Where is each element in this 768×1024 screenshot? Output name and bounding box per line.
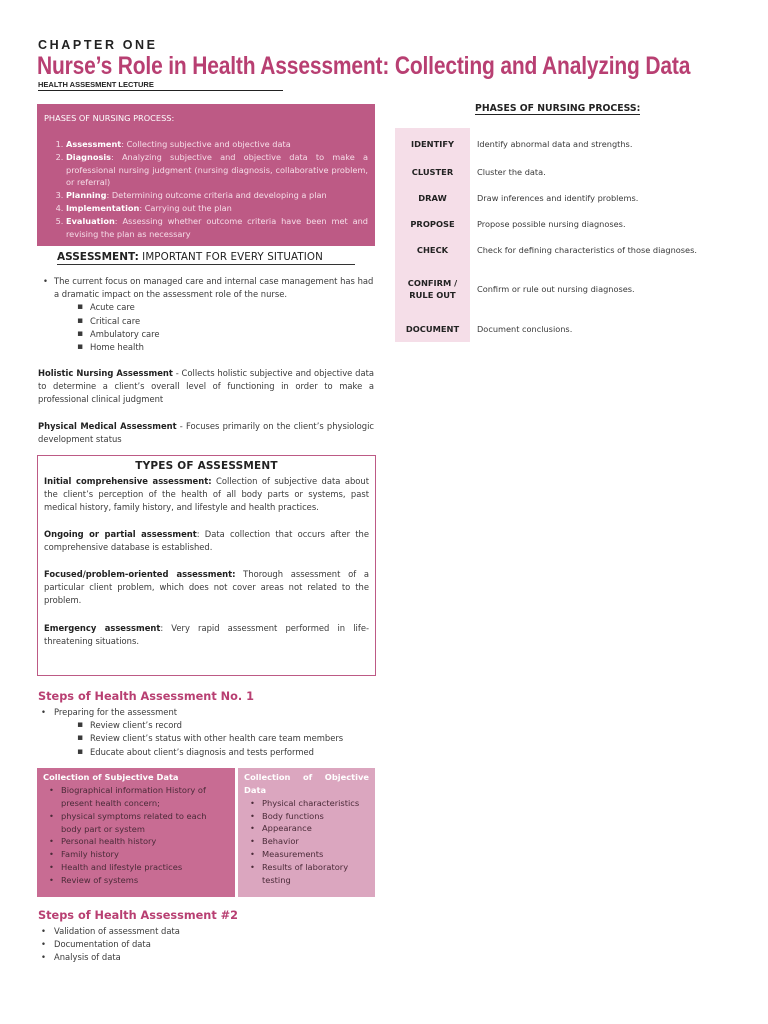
phase-desc: : Collecting subjective and objective data xyxy=(121,139,291,149)
type-item xyxy=(44,568,369,608)
physical-paragraph xyxy=(38,420,374,446)
phase-key: CLUSTER xyxy=(395,159,470,185)
phase-item xyxy=(66,138,368,151)
phase-value: Check for defining characteristics of those diagnoses. xyxy=(477,245,697,255)
type-item xyxy=(44,528,369,554)
list-item: • Family history xyxy=(43,848,229,861)
phase-item xyxy=(66,189,368,202)
types-heading: TYPES OF ASSESSMENT xyxy=(135,460,278,472)
objective-data-cell xyxy=(238,768,375,897)
subjective-list xyxy=(43,784,229,887)
phase-desc: : Carrying out the plan xyxy=(139,202,232,213)
table-row xyxy=(395,315,735,342)
assessment-list xyxy=(38,275,376,354)
phase-term: Assessment xyxy=(66,139,122,149)
steps2-heading: Steps of Health Assessment #2 xyxy=(38,909,238,922)
list-item: ▪ Ambulatory care xyxy=(90,328,376,341)
subjective-data-cell xyxy=(37,768,235,897)
type-term: Emergency assessment xyxy=(44,622,161,633)
list-item: • Validation of assessment data xyxy=(38,925,378,938)
phase-key: IDENTIFY xyxy=(395,128,470,159)
type-desc: Thorough assessment of a particular client problem, which does not cover areas not related to the problem. xyxy=(44,569,369,606)
list-item: ▪ Educate about client’s diagnosis and tests performed xyxy=(38,746,378,759)
phase-term: Planning xyxy=(66,190,107,201)
phase-item xyxy=(66,215,368,241)
list-item: • Review of systems xyxy=(43,874,229,887)
phases-box xyxy=(37,104,375,246)
list-item: • physical symptoms related to each body part or system xyxy=(43,810,229,836)
list-item: • Biographical information History of present health concern; xyxy=(43,784,229,810)
list-item: • Appearance xyxy=(244,822,369,835)
list-item: • Analysis of data xyxy=(38,951,378,964)
list-item: ▪ Review client’s record xyxy=(38,719,378,732)
phase-term: Evaluation xyxy=(66,215,115,226)
table-row xyxy=(395,211,735,237)
phase-item xyxy=(66,202,368,215)
phase-key: DOCUMENT xyxy=(395,315,470,342)
list-item: • Results of laboratory testing xyxy=(244,861,369,887)
list-item: The current focus on managed care and internal case management has had a dramatic impact on the assessment role of the nurse. xyxy=(54,276,374,300)
holistic-desc: - Collects holistic subjective and objective data to determine a client’s overall level of functioning in order to make a professional clinical judgment xyxy=(38,368,374,405)
type-term: Focused/problem-oriented assessment: xyxy=(44,569,236,580)
phase-key-line: RULE OUT xyxy=(409,290,456,300)
bullet-icon: • xyxy=(43,276,48,286)
type-item xyxy=(44,475,369,515)
phases-table xyxy=(395,128,735,342)
physical-term: Physical Medical Assessment xyxy=(38,421,177,431)
assessment-label: ASSESSMENT: xyxy=(57,251,139,263)
phase-value: Cluster the data. xyxy=(477,167,546,177)
phase-desc: : Determining outcome criteria and developing a plan xyxy=(106,190,327,201)
list-item: • Documentation of data xyxy=(38,938,378,951)
phase-value: Confirm or rule out nursing diagnoses. xyxy=(477,284,635,294)
list-item: • Physical characteristics xyxy=(244,797,369,810)
page-title: Nurse’s Role in Health Assessment: Collecting and Analyzing Data xyxy=(37,52,691,80)
phase-key: PROPOSE xyxy=(395,211,470,237)
list-item: • Measurements xyxy=(244,848,369,861)
phase-desc: : Assessing whether outcome criteria have been met and revising the plan as necessary xyxy=(66,215,368,239)
list-item: • Personal health history xyxy=(43,835,229,848)
phases-list xyxy=(44,138,368,240)
holistic-term: Holistic Nursing Assessment xyxy=(38,368,173,378)
type-desc: Collection of subjective data about the client’s perception of the health of all body parts or systems, past medical history, family history, and lifestyle and health practices. xyxy=(44,476,369,513)
table-row xyxy=(395,263,735,315)
objective-heading: Collection of Objective Data xyxy=(244,772,369,795)
phase-key: DRAW xyxy=(395,185,470,211)
holistic-paragraph xyxy=(38,367,374,407)
physical-desc: - Focuses primarily on the client’s physiologic development status xyxy=(38,421,375,445)
phase-key-line: CONFIRM / xyxy=(407,278,458,288)
type-item xyxy=(44,622,369,648)
list-item: ▪ Home health xyxy=(90,341,376,354)
subjective-heading: Collection of Subjective Data xyxy=(43,772,179,782)
phase-desc: : Analyzing subjective and objective data to make a professional nursing judgment (nursing diagnosis, collaborative problem, or referral) xyxy=(66,151,368,188)
type-desc: : Very rapid assessment performed in life-threatening situations. xyxy=(44,622,369,646)
phase-term: Implementation xyxy=(66,202,140,213)
steps1-list xyxy=(38,706,378,759)
right-panel-title: PHASES OF NURSING PROCESS: xyxy=(475,103,641,114)
list-item: • Body functions xyxy=(244,810,369,823)
objective-list xyxy=(244,797,369,887)
list-item: • Health and lifestyle practices xyxy=(43,861,229,874)
phase-value: Propose possible nursing diagnoses. xyxy=(477,219,626,229)
phase-key: CHECK xyxy=(395,237,470,263)
steps1-heading: Steps of Health Assessment No. 1 xyxy=(38,690,254,703)
phase-term: Diagnosis xyxy=(66,151,111,162)
table-row xyxy=(395,128,735,159)
lecture-subtitle: HEALTH ASSESMENT LECTURE xyxy=(38,80,283,91)
phase-value: Identify abnormal data and strengths. xyxy=(477,138,633,149)
phase-value: Document conclusions. xyxy=(477,323,573,334)
chapter-label: CHAPTER ONE xyxy=(38,38,158,52)
assessment-tagline: IMPORTANT FOR EVERY SITUATION xyxy=(138,251,323,263)
type-term: Ongoing or partial assessment xyxy=(44,528,197,539)
assessment-heading xyxy=(57,251,355,265)
list-item: ▪ Acute care xyxy=(90,301,376,314)
steps2-list xyxy=(38,925,378,965)
phase-value: Draw inferences and identify problems. xyxy=(477,193,639,203)
phase-key xyxy=(395,263,470,315)
table-row xyxy=(395,185,735,211)
list-item: ▪ Critical care xyxy=(90,315,376,328)
type-desc: : Data collection that occurs after the comprehensive database is established. xyxy=(44,528,369,552)
phases-box-heading: PHASES OF NURSING PROCESS: xyxy=(44,113,175,123)
list-item: ▪ Review client’s status with other health care team members xyxy=(38,732,378,745)
table-row xyxy=(395,159,735,185)
list-item: • Behavior xyxy=(244,835,369,848)
table-row xyxy=(395,237,735,263)
phase-item xyxy=(66,151,368,189)
types-box xyxy=(37,455,376,676)
list-item: • Preparing for the assessment xyxy=(38,706,378,719)
type-term: Initial comprehensive assessment: xyxy=(44,476,212,486)
